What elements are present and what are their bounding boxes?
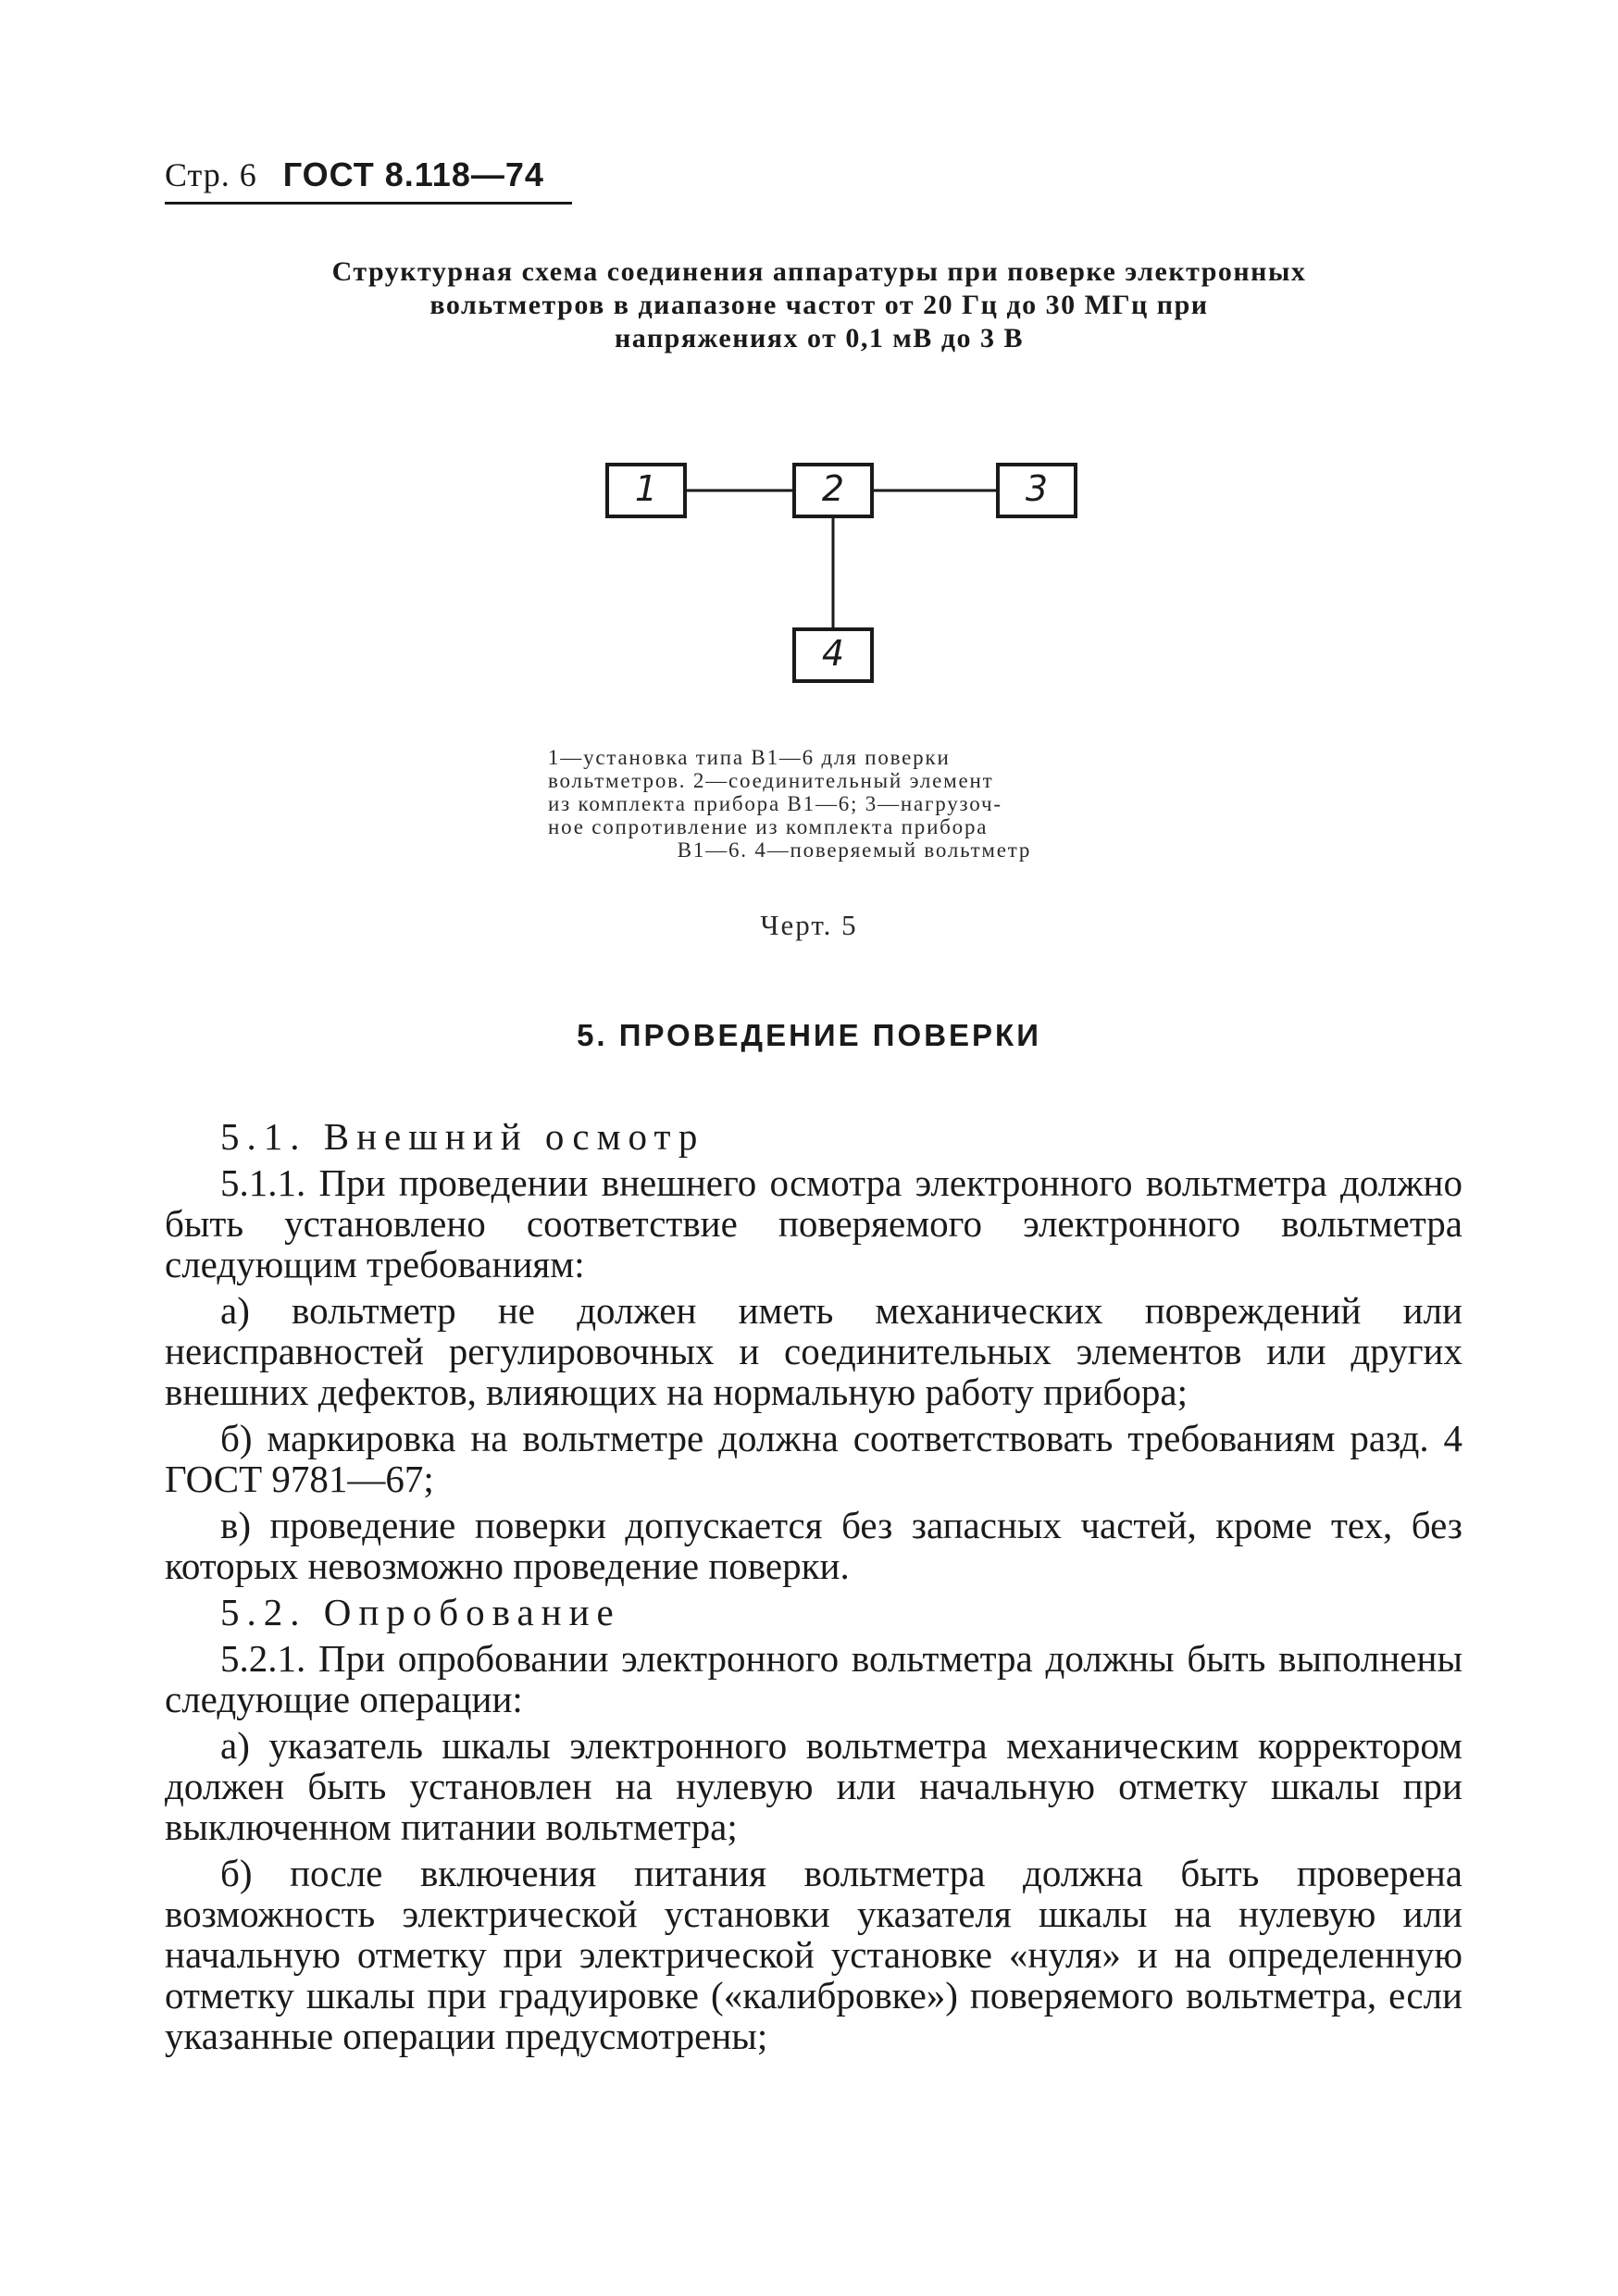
figure-title-line: Структурная схема соединения аппаратуры при поверке электронных bbox=[331, 256, 1307, 287]
paragraph: б) маркировка на вольтметре должна соответствовать требованиям разд. 4 ГОСТ 9781—67; bbox=[165, 1417, 1462, 1500]
header-rule bbox=[165, 202, 572, 205]
figure-title-line: напряжениях от 0,1 мВ до 3 В bbox=[614, 323, 1025, 354]
box-2-label: 2 bbox=[821, 468, 845, 509]
paragraph: а) вольтметр не должен иметь механических повреждений или неисправностей регулировочных и соединительных элементов или других внешних дефектов, влияющих на нормальную работу прибора; bbox=[165, 1289, 1462, 1413]
legend-line: ное сопротивление из комплекта прибора bbox=[548, 815, 989, 838]
standard-number: ГОСТ 8.118—74 bbox=[282, 155, 544, 193]
box-3-label: 3 bbox=[1025, 468, 1049, 509]
legend-line: В1—6. 4—поверяемый вольтметр bbox=[677, 838, 1032, 862]
paragraph: 5.2.1. При опробовании электронного вольтметра должны быть выполнены следующие операции: bbox=[165, 1637, 1462, 1720]
figure-legend bbox=[548, 746, 1161, 862]
subsection-heading: 5.2. Опробование bbox=[220, 1591, 621, 1633]
legend-line: 1—установка типа В1—6 для поверки bbox=[548, 746, 951, 769]
body-text bbox=[165, 1116, 1462, 2062]
legend-line: вольтметров. 2—соединительный элемент bbox=[548, 769, 994, 792]
section-title: 5. ПРОВЕДЕНИЕ ПОВЕРКИ bbox=[577, 1018, 1041, 1052]
paragraph: в) проведение поверки допускается без запасных частей, кроме тех, без которых невозможно проведение поверки. bbox=[165, 1504, 1462, 1587]
legend-line: из комплекта прибора В1—6; 3—нагрузоч- bbox=[548, 792, 1002, 815]
box-4-label: 4 bbox=[821, 633, 845, 674]
subsection-heading: 5.1. Внешний осмотр bbox=[220, 1115, 705, 1158]
box-1-label: 1 bbox=[634, 468, 658, 509]
figure-number: Черт. 5 bbox=[760, 909, 858, 941]
page-label: Стр. 6 bbox=[165, 156, 257, 193]
connection-diagram bbox=[592, 453, 1185, 703]
paragraph: а) указатель шкалы электронного вольтметра механическим корректором должен быть установлен на нулевую или начальную отметку шкалы при выключенном питании вольтметра; bbox=[165, 1724, 1462, 1848]
figure-title bbox=[185, 255, 1453, 355]
figure-title-line: вольтметров в диапазоне частот от 20 Гц до 30 МГц при bbox=[429, 290, 1209, 320]
paragraph: 5.1.1. При проведении внешнего осмотра электронного вольтметра должно быть установлено соответствие поверяемого электронного вольтметра следующим требованиям: bbox=[165, 1161, 1462, 1285]
paragraph: б) после включения питания вольтметра должна быть проверена возможность электрической установки указателя шкалы на нулевую или начальную отметку при электрической установке «нуля» и на определенную отметку шкалы при градуировке («калибровке») поверяемого вольтметра, если указанные операции предусмотрены; bbox=[165, 1852, 1462, 2057]
running-header bbox=[165, 155, 544, 194]
